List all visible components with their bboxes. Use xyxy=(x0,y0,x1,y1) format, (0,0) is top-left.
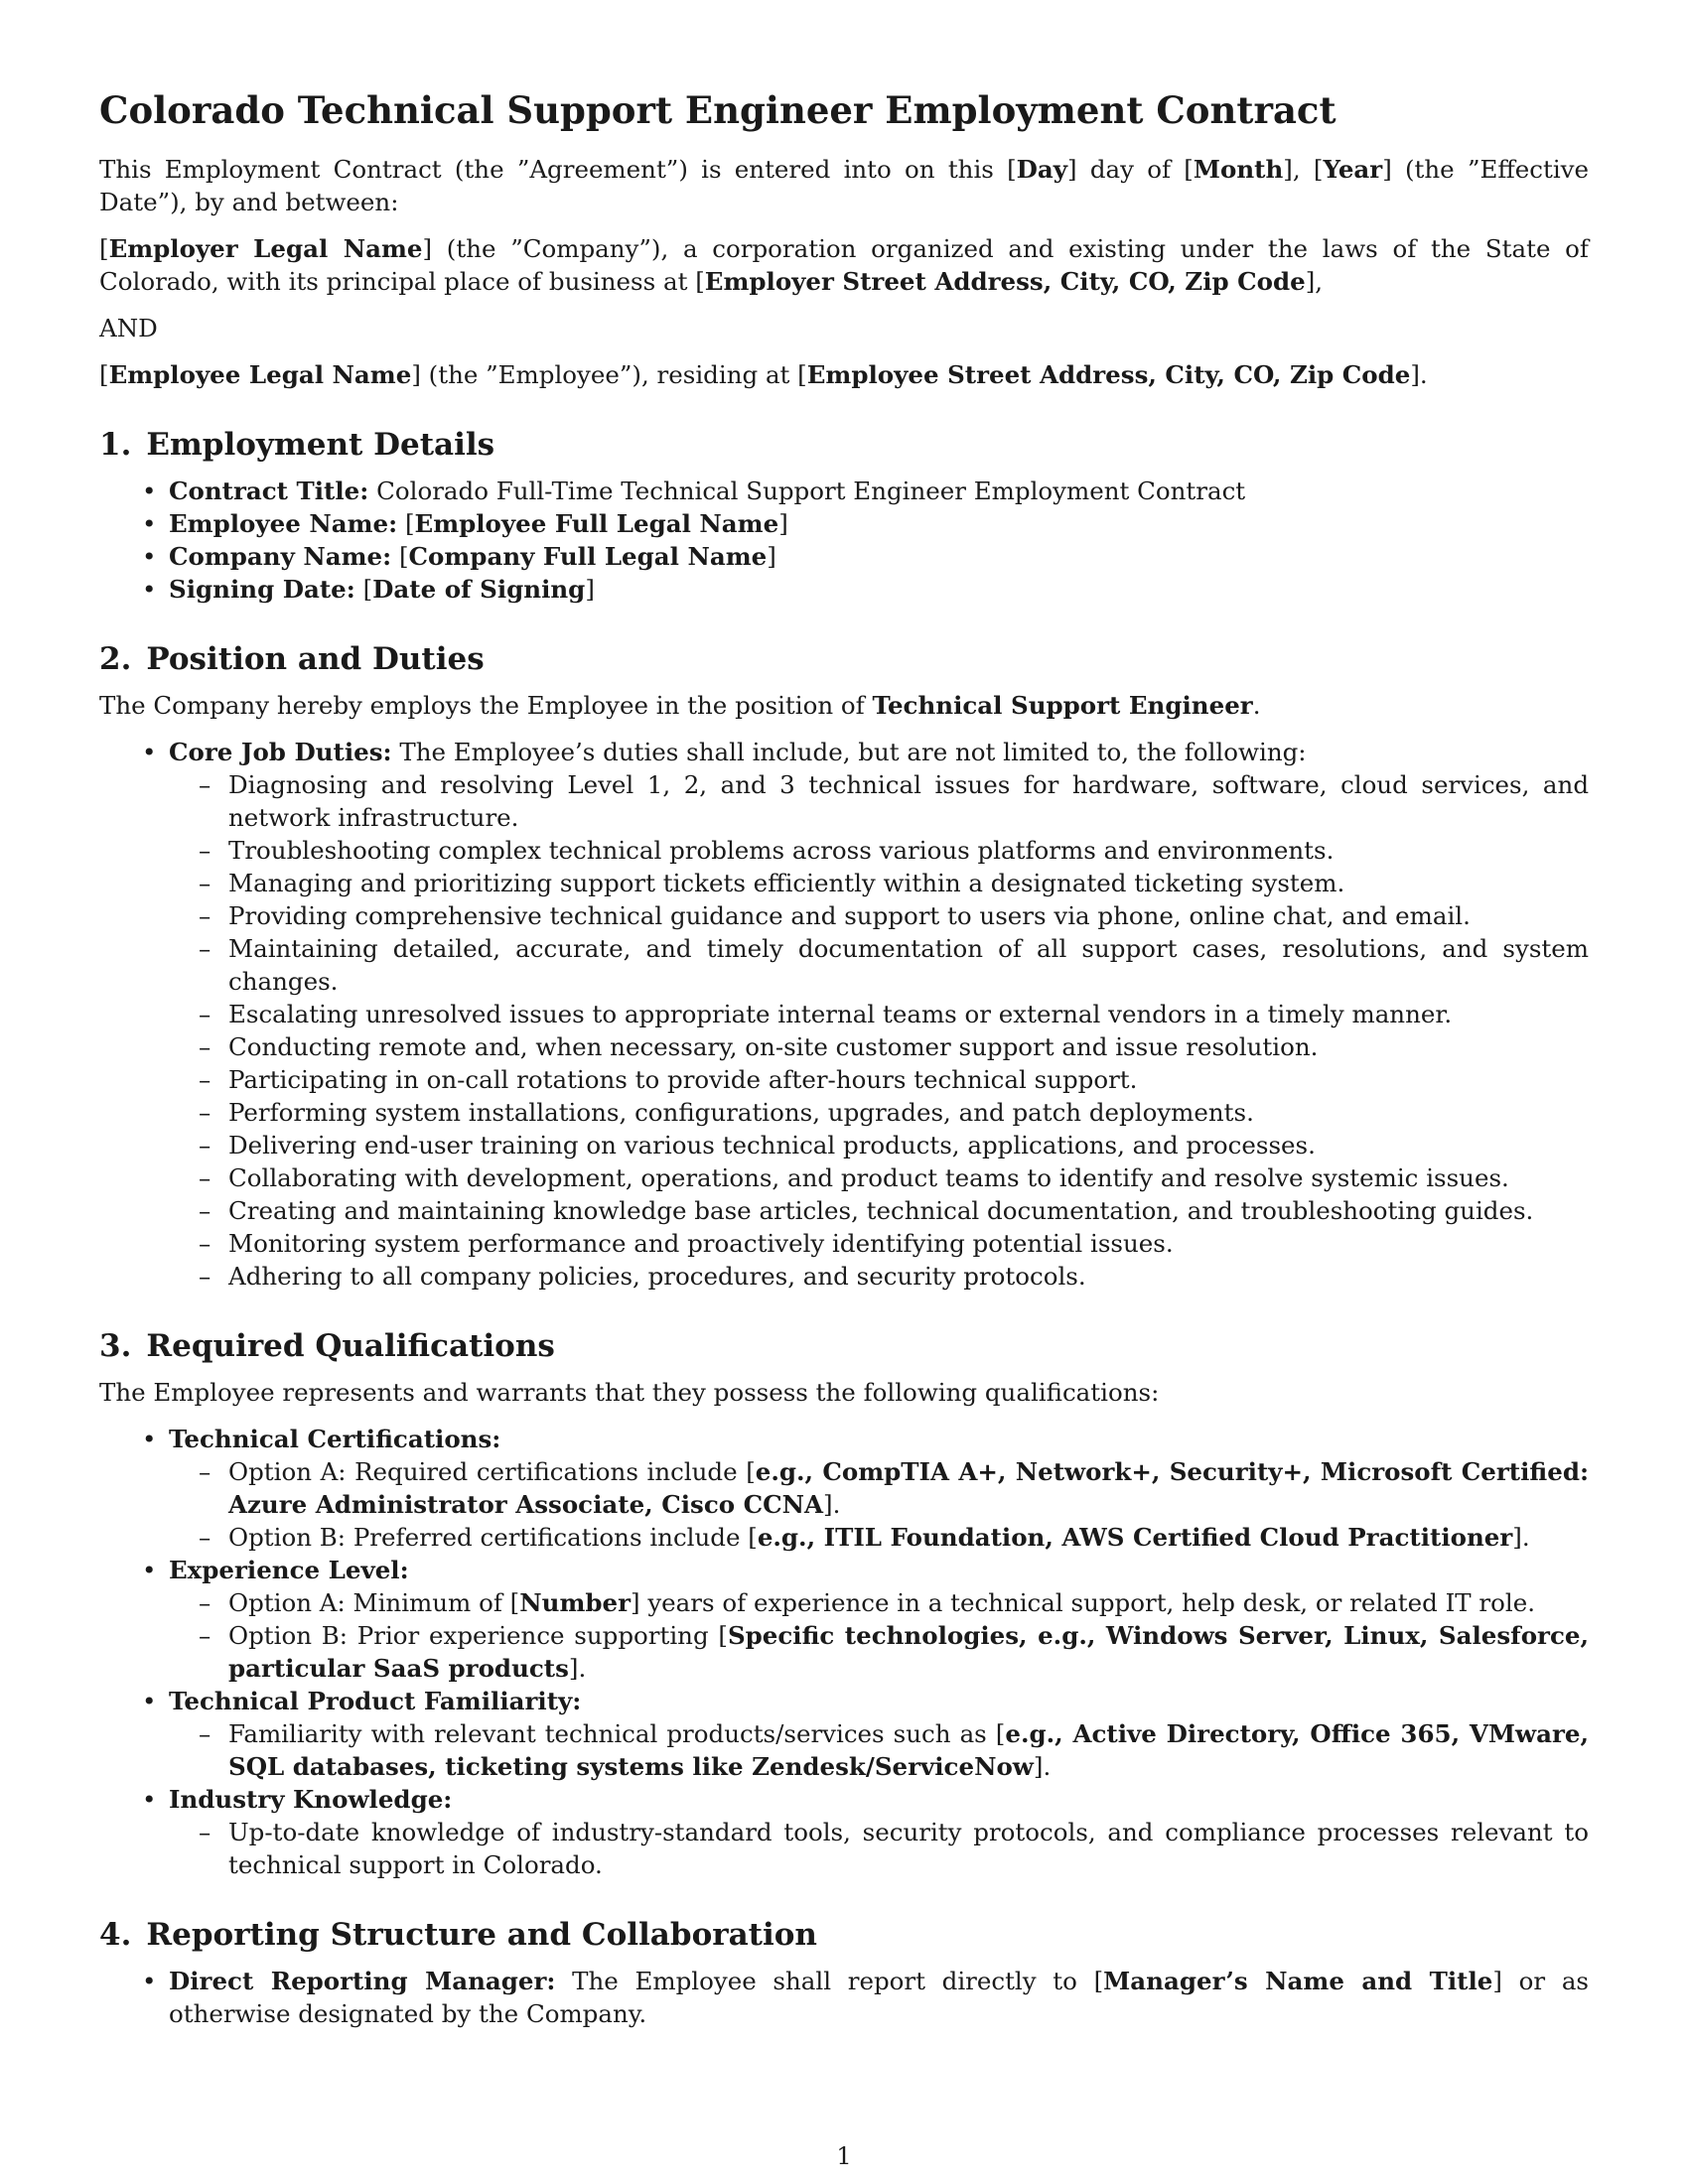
employee-paragraph: [Employee Legal Name] (the ”Employee”), residing at [Employee Street Address, City, CO, Zip Code]. xyxy=(99,360,1428,389)
list-item: – Option A: Minimum of [Number] years of experience in a technical support, help desk, or related IT role. xyxy=(228,1586,1589,1619)
qualifications-intro: The Employee represents and warrants that they possess the following qualifications: xyxy=(99,1378,1160,1407)
duties-list xyxy=(169,768,1589,1293)
employee-name-placeholder: Employee Legal Name xyxy=(108,360,412,389)
section-reporting-structure xyxy=(99,1915,1589,2030)
list-item: • Industry Knowledge: – Up-to-date knowledge of industry-standard tools, security protocols, and compliance processes relevant to technical support in Colorado. xyxy=(169,1783,1589,1881)
document-title: Colorado Technical Support Engineer Employment Contract xyxy=(99,88,1336,132)
list-item: – Collaborating with development, operations, and product teams to identify and resolve systemic issues. xyxy=(228,1161,1589,1194)
year-placeholder: Year xyxy=(1323,155,1383,184)
list-item: – Up-to-date knowledge of industry-standard tools, security protocols, and compliance processes relevant to technical support in Colorado. xyxy=(228,1816,1589,1881)
section-employment-details xyxy=(99,425,1589,606)
list-item: • Employee Name: [Employee Full Legal Name] xyxy=(169,507,1589,540)
list-item: – Maintaining detailed, accurate, and timely documentation of all support cases, resolutions, and system changes. xyxy=(228,932,1589,998)
list-item: • Signing Date: [Date of Signing] xyxy=(169,573,1589,606)
employer-paragraph: [Employer Legal Name] (the ”Company”), a corporation organized and existing under the laws of the State of Colorado, with its principal place of business at [Employer Street Address, City, CO, Zip Code], xyxy=(99,234,1589,296)
section-heading: 3. Required Qualifications xyxy=(99,1328,555,1364)
document-page xyxy=(99,87,1589,2030)
section-heading: 2. Position and Duties xyxy=(99,641,485,677)
section-position-duties xyxy=(99,639,1589,1293)
section-required-qualifications xyxy=(99,1326,1589,1881)
page-number: 1 xyxy=(836,2142,852,2170)
list-item: – Delivering end-user training on various technical products, applications, and processes. xyxy=(228,1129,1589,1161)
list-item: • Technical Product Familiarity: – Familiarity with relevant technical products/services such as [e.g., Active Directory, Office 365, VMware, SQL databases, ticketing systems like Zendesk/ServiceNow]. xyxy=(169,1685,1589,1783)
intro-paragraph: This Employment Contract (the ”Agreement”) is entered into on this [Day] day of [Month], [Year] (the ”Effective Date”), by and between: xyxy=(99,155,1589,216)
list-item: • Technical Certifications: – Option A: Required certifications include [e.g., CompTIA A+, Network+, Security+, Microsoft Certified: Azure Administrator Associate, Cisco CCNA]. – Option B: Preferred certifications include [e.g., ITIL Foundation, AWS Certified Cloud Practitioner]. xyxy=(169,1423,1589,1554)
list-item: • Contract Title: Colorado Full-Time Technical Support Engineer Employment Contract xyxy=(169,475,1589,507)
list-item: – Option B: Prior experience supporting [Specific technologies, e.g., Windows Server, Linux, Salesforce, particular SaaS products]. xyxy=(228,1619,1589,1685)
list-item: – Diagnosing and resolving Level 1, 2, and 3 technical issues for hardware, software, cloud services, and network infrastructure. xyxy=(228,768,1589,834)
employment-details-list xyxy=(99,475,1589,606)
list-item: • Experience Level: – Option A: Minimum of [Number] years of experience in a technical support, help desk, or related IT role. – Option B: Prior experience supporting [Specific technologies, e.g., Windows Server, Linux, Salesforce, particular SaaS products]. xyxy=(169,1554,1589,1685)
list-item: – Troubleshooting complex technical problems across various platforms and environments. xyxy=(228,834,1589,867)
and-text: AND xyxy=(99,314,158,342)
list-item: – Participating in on-call rotations to provide after-hours technical support. xyxy=(228,1063,1589,1096)
list-item: – Option B: Preferred certifications include [e.g., ITIL Foundation, AWS Certified Cloud Practitioner]. xyxy=(228,1521,1589,1554)
employee-address-placeholder: Employee Street Address, City, CO, Zip Code xyxy=(806,360,1411,389)
employer-name-placeholder: Employer Legal Name xyxy=(108,234,423,263)
list-item: – Adhering to all company policies, procedures, and security protocols. xyxy=(228,1260,1589,1293)
list-item: – Familiarity with relevant technical products/services such as [e.g., Active Directory, Office 365, VMware, SQL databases, ticketing systems like Zendesk/ServiceNow]. xyxy=(228,1717,1589,1783)
list-item: – Conducting remote and, when necessary, on-site customer support and issue resolution. xyxy=(228,1030,1589,1063)
list-item: • Core Job Duties: The Employee’s duties shall include, but are not limited to, the following: – Diagnosing and resolving Level 1, 2, and 3 technical issues for hardware, software, cloud services, and network infrastructure. – Troubleshooting complex technical problems across various platforms and environments. – Managing and prioritizing support tickets efficiently within a designated ticketing system. – Providing comprehensive technical guidance and support to users via phone, online chat, and email. – Maintaining detailed, accurate, and timely documentation of all support cases, resolutions, and system changes. – Escalating unresolved issues to appropriate internal teams or external vendors in a timely manner. – Conducting remote and, when necessary, on-site customer support and issue resolution. – Participating in on-call rotations to provide after-hours technical support. – Performing system installations, configurations, upgrades, and patch deployments. – Delivering end-user training on various technical products, applications, and processes. – Collaborating with development, operations, and product teams to identify and resolve systemic issues. – Creating and maintaining knowledge base articles, technical documentation, and troubleshooting guides. – Monitoring system performance and proactively identifying potential issues. – Adhering to all company policies, procedures, and security protocols. xyxy=(169,736,1589,1293)
day-placeholder: Day xyxy=(1016,155,1068,184)
list-item: – Providing comprehensive technical guidance and support to users via phone, online chat, and email. xyxy=(228,899,1589,932)
list-item: – Managing and prioritizing support tickets efficiently within a designated ticketing system. xyxy=(228,867,1589,899)
list-item: – Escalating unresolved issues to appropriate internal teams or external vendors in a timely manner. xyxy=(228,998,1589,1030)
employer-address-placeholder: Employer Street Address, City, CO, Zip Code xyxy=(704,267,1306,296)
list-item: • Direct Reporting Manager: The Employee shall report directly to [Manager’s Name and Title] or as otherwise designated by the Company. xyxy=(169,1965,1589,2030)
qualifications-list xyxy=(99,1423,1589,1881)
list-item: – Monitoring system performance and proactively identifying potential issues. xyxy=(228,1227,1589,1260)
month-placeholder: Month xyxy=(1193,155,1284,184)
section-heading: 1. Employment Details xyxy=(99,427,495,463)
list-item: • Company Name: [Company Full Legal Name] xyxy=(169,540,1589,573)
position-paragraph: The Company hereby employs the Employee in the position of Technical Support Engineer. xyxy=(99,691,1261,720)
list-item: – Creating and maintaining knowledge base articles, technical documentation, and troubleshooting guides. xyxy=(228,1194,1589,1227)
section-heading: 4. Reporting Structure and Collaboration xyxy=(99,1917,817,1953)
list-item: – Performing system installations, configurations, upgrades, and patch deployments. xyxy=(228,1096,1589,1129)
list-item: – Option A: Required certifications include [e.g., CompTIA A+, Network+, Security+, Microsoft Certified: Azure Administrator Associate, Cisco CCNA]. xyxy=(228,1455,1589,1521)
